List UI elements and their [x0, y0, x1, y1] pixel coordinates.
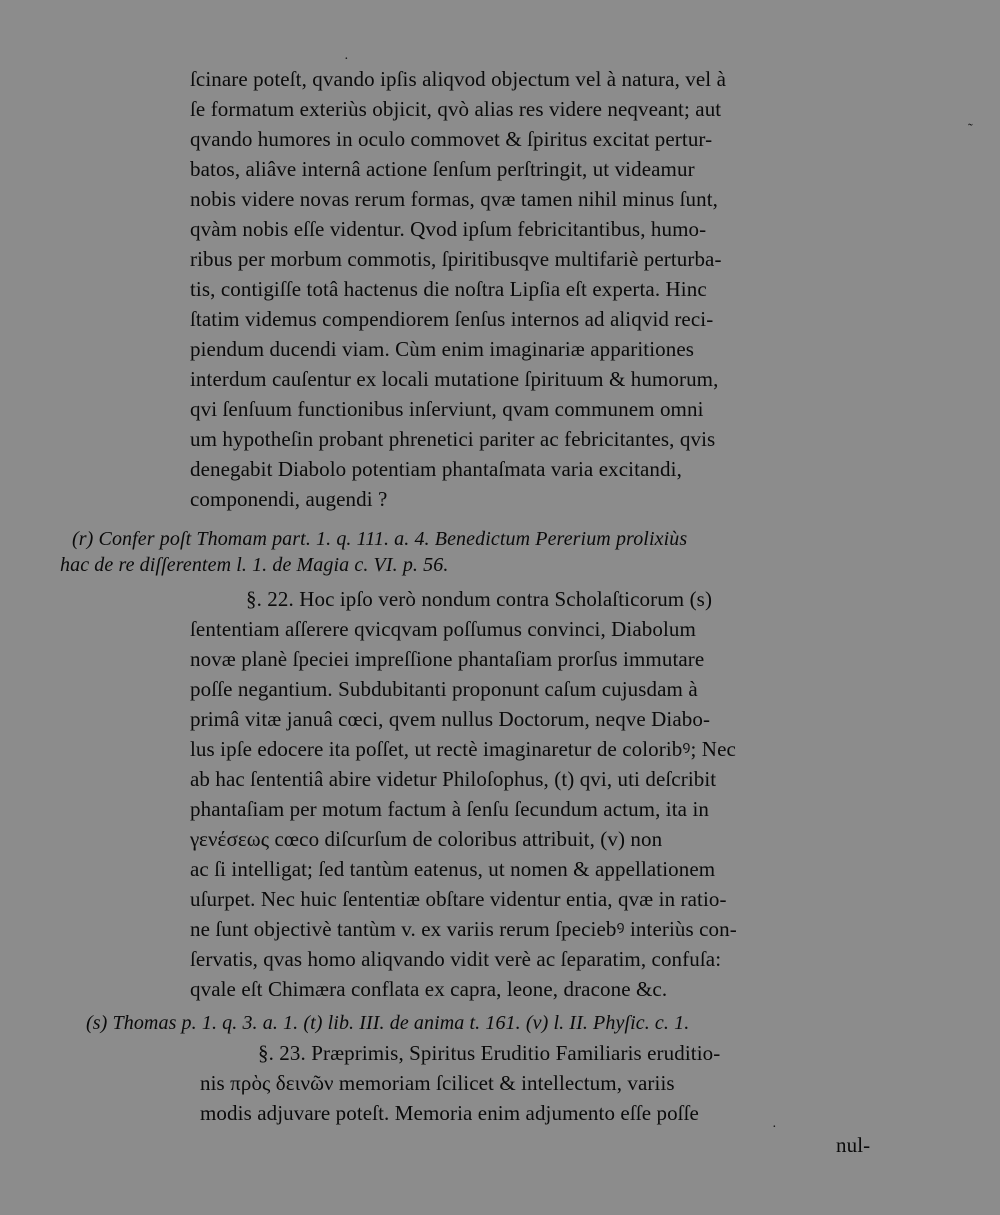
- text-line: ab hac ſententiâ abire videtur Philoſophus, (t) qvi, uti deſcribit: [190, 767, 717, 791]
- ink-speck: ·: [772, 1120, 777, 1135]
- text-line: qvàm nobis eſſe videntur. Qvod ipſum febricitantibus, humo-: [190, 217, 707, 241]
- text-line: ſtatim videmus compendiorem ſenſus internos ad aliqvid reci-: [190, 307, 714, 331]
- text-line: nis πρὸς δεινῶν memoriam ſcilicet & intellectum, variis: [200, 1071, 675, 1095]
- text-line: uſurpet. Nec huic ſententiæ obſtare videntur entia, qvæ in ratio-: [190, 887, 727, 911]
- ink-speck: ·: [344, 52, 349, 67]
- text-line: qvale eſt Chimæra conflata ex capra, leone, dracone &c.: [190, 977, 668, 1001]
- text-line: tis, contigiſſe totâ hactenus die noſtra Lipſia eſt experta. Hinc: [190, 277, 707, 301]
- text-line: ſervatis, qvas homo aliqvando vidit verè ac ſeparatim, confuſa:: [190, 947, 722, 971]
- text-line: ac ſi intelligat; ſed tantùm eatenus, ut nomen & appellationem: [190, 857, 716, 881]
- text-line: interdum cauſentur ex locali mutatione ſpirituum & humorum,: [190, 367, 719, 391]
- text-line: lus ipſe edocere ita poſſet, ut rectè imaginaretur de coloribꝰ; Nec: [190, 737, 736, 761]
- footnote-r: (r) Confer poſt Thomam part. 1. q. 111. a. 4. Benedictum Pererium prolixiùs: [72, 528, 688, 550]
- text-line: γενέσεως cœco diſcurſum de coloribus attribuit, (v) non: [190, 827, 663, 851]
- text-line: ribus per morbum commotis, ſpiritibusqve multifariè perturba-: [190, 247, 722, 271]
- text-line: denegabit Diabolo potentiam phantaſmata varia excitandi,: [190, 457, 682, 481]
- text-line: um hypotheſin probant phrenetici pariter ac febricitantes, qvis: [190, 427, 716, 451]
- text-line: componendi, augendi ?: [190, 487, 388, 511]
- text-line: phantaſiam per motum factum à ſenſu ſecundum actum, ita in: [190, 797, 709, 821]
- catchword: nul-: [836, 1133, 871, 1157]
- text-line: novæ planè ſpeciei impreſſione phantaſiam prorſus immutare: [190, 647, 705, 671]
- text-line: ne ſunt objectivè tantùm v. ex variis rerum ſpeciebꝰ interiùs con-: [190, 917, 737, 941]
- ink-speck: ˷: [968, 112, 973, 127]
- text-line: piendum ducendi viam. Cùm enim imaginariæ apparitiones: [190, 337, 695, 361]
- text-line: ſe formatum exteriùs objicit, qvò alias res videre neqveant; aut: [190, 97, 722, 121]
- text-line: modis adjuvare poteſt. Memoria enim adjumento eſſe poſſe: [200, 1101, 699, 1125]
- text-line: nobis videre novas rerum formas, qvæ tamen nihil minus ſunt,: [190, 187, 719, 211]
- text-line: batos, aliâve internâ actione ſenſum perſtringit, ut videamur: [190, 157, 695, 181]
- text-line: ſcinare poteſt, qvando ipſis aliqvod objectum vel à natura, vel à: [190, 67, 727, 91]
- section-heading-22: §. 22. Hoc ipſo verò nondum contra Scholaſticorum (s): [246, 587, 713, 611]
- text-line: primâ vitæ januâ cœci, qvem nullus Doctorum, neqve Diabo-: [190, 707, 711, 731]
- section-heading-23: §. 23. Præprimis, Spiritus Eruditio Familiaris eruditio-: [258, 1041, 721, 1065]
- text-line: qvi ſenſuum functionibus inſerviunt, qvam communem omni: [190, 397, 704, 421]
- footnote-r: hac de re diſſerentem l. 1. de Magia c. VI. p. 56.: [60, 554, 449, 576]
- text-line: qvando humores in oculo commovet & ſpiritus excitat pertur-: [190, 127, 713, 151]
- footnote-stv: (s) Thomas p. 1. q. 3. a. 1. (t) lib. III. de anima t. 161. (v) l. II. Phyſic. c. 1.: [86, 1012, 690, 1034]
- text-line: poſſe negantium. Subdubitanti proponunt caſum cujusdam à: [190, 677, 698, 701]
- text-line: ſententiam aſſerere qvicqvam poſſumus convinci, Diabolum: [190, 617, 696, 641]
